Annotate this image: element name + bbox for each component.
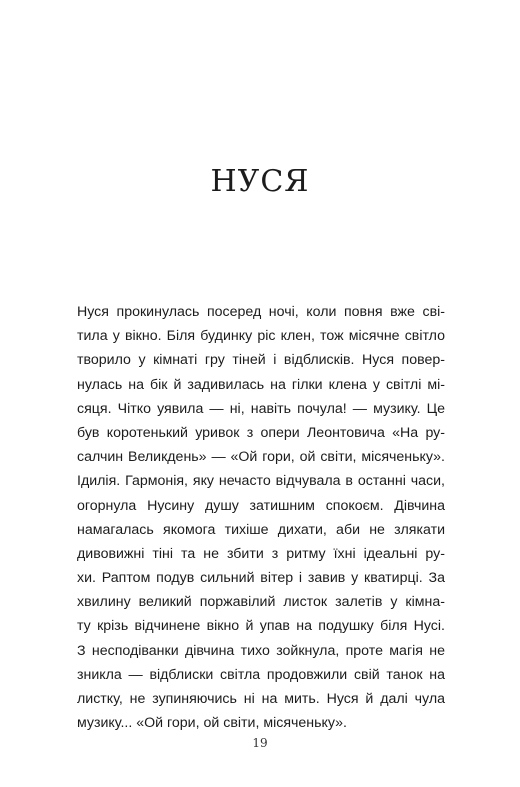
text-line: зникла — відблиски світла продовжили свій танок на — [77, 666, 445, 683]
text-line: листку, не зупиняючись ні на мить. Нуся й далі чула — [77, 691, 445, 707]
text-line: нулась на бік й задивилась на гілки клена у світлі мі- — [77, 376, 445, 393]
text-line: Ідилія. Гармонія, яку нечасто відчувала в останні часи, — [77, 473, 445, 490]
text-line: намагалась якомога тихіше дихати, аби не злякати — [77, 521, 445, 538]
text-line: салчин Великдень» — «Ой гори, ой світи, місяченьку». — [77, 449, 445, 466]
text-line: огорнула Нусину душу затишним спокоєм. Дівчина — [77, 497, 445, 514]
paragraph — [77, 300, 445, 735]
text-line-last: музику... «Ой гори, ой світи, місяченьку». — [77, 715, 347, 732]
page-number: 19 — [252, 736, 268, 750]
text-line: сяця. Чітко уявила — ні, навіть почула! — музику. Це — [77, 400, 445, 417]
text-line: тила у вікно. Біля будинку ріс клен, тож місячне світло — [77, 328, 445, 345]
text-line: ту крізь відчинене вікно й упав на подушку біля Нусі. — [77, 618, 445, 635]
text-line: дивовижні тіні та не збити з ритму їхні ідеальні ру- — [77, 545, 445, 562]
text-line: Нуся прокинулась посеред ночі, коли повня вже сві- — [77, 304, 445, 320]
text-line: хи. Раптом подув сильний вітер і завив у кватирці. За — [77, 570, 445, 587]
text-line: був коротенький уривок з опери Леонтовича «На ру- — [77, 424, 445, 441]
text-line: хвилину великий поржавілий листок залетів у кімна- — [77, 594, 445, 611]
chapter-title: НУСЯ — [210, 164, 310, 199]
text-line: творило у кімнаті гру тіней і відблисків. Нуся повер- — [77, 352, 445, 369]
text-line: З несподіванки дівчина тихо зойкнула, проте магія не — [77, 642, 445, 659]
